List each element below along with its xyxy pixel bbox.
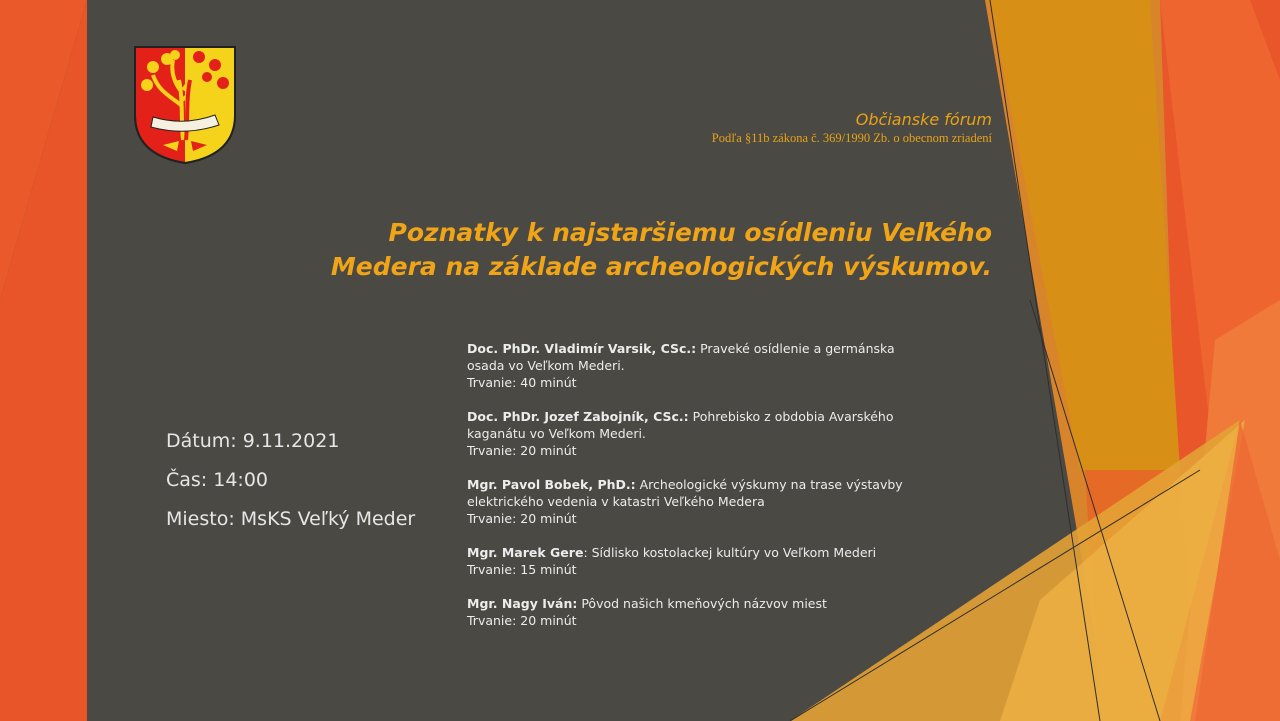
title-line-2: Medera na základe archeologických výskumov. <box>330 252 992 281</box>
speaker-name: Mgr. Marek Gere <box>467 545 584 560</box>
program-item <box>467 476 907 527</box>
talk-duration: Trvanie: 20 minút <box>467 443 577 458</box>
speaker-name: Doc. PhDr. Vladimír Varsik, CSc.: <box>467 341 697 356</box>
speaker-name: Mgr. Nagy Iván: <box>467 596 578 611</box>
talk-topic: : Sídlisko kostolackej kultúry vo Veľkom Mederi <box>583 545 877 560</box>
event-place: Miesto: MsKS Veľký Meder <box>166 508 416 530</box>
talk-topic: Archeologické výskumy na trase výstavby elektrického vedenia v katastri Veľkého Medera <box>467 477 903 509</box>
talk-duration: Trvanie: 40 minút <box>467 375 577 390</box>
talk-duration: Trvanie: 20 minút <box>467 511 577 526</box>
event-date: Dátum: 9.11.2021 <box>166 430 340 452</box>
program-item <box>467 408 907 459</box>
organizer-block <box>712 110 992 146</box>
talk-topic: Pôvod našich kmeňových názvov miest <box>577 596 827 611</box>
speaker-name: Doc. PhDr. Jozef Zabojník, CSc.: <box>467 409 689 424</box>
organizer-name: Občianske fórum <box>855 110 992 129</box>
event-time: Čas: 14:00 <box>166 469 269 491</box>
program-item <box>467 544 907 578</box>
program-list <box>467 340 907 646</box>
program-item <box>467 595 907 629</box>
talk-topic: Pohrebisko z obdobia Avarského kaganátu vo Veľkom Mederi. <box>467 409 894 441</box>
talk-topic: Praveké osídlenie a germánska osada vo Veľkom Mederi. <box>467 341 895 373</box>
speaker-name: Mgr. Pavol Bobek, PhD.: <box>467 477 636 492</box>
organizer-subtitle: Podľa §11b zákona č. 369/1990 Zb. o obecnom zriadení <box>711 131 992 145</box>
title-line-1: Poznatky k najstaršiemu osídleniu Veľkého <box>388 218 992 247</box>
talk-duration: Trvanie: 20 minút <box>467 613 577 628</box>
slide-title <box>272 216 992 284</box>
talk-duration: Trvanie: 15 minút <box>467 562 577 577</box>
event-details <box>166 430 415 547</box>
coat-of-arms-logo <box>133 45 237 165</box>
program-item <box>467 340 907 391</box>
